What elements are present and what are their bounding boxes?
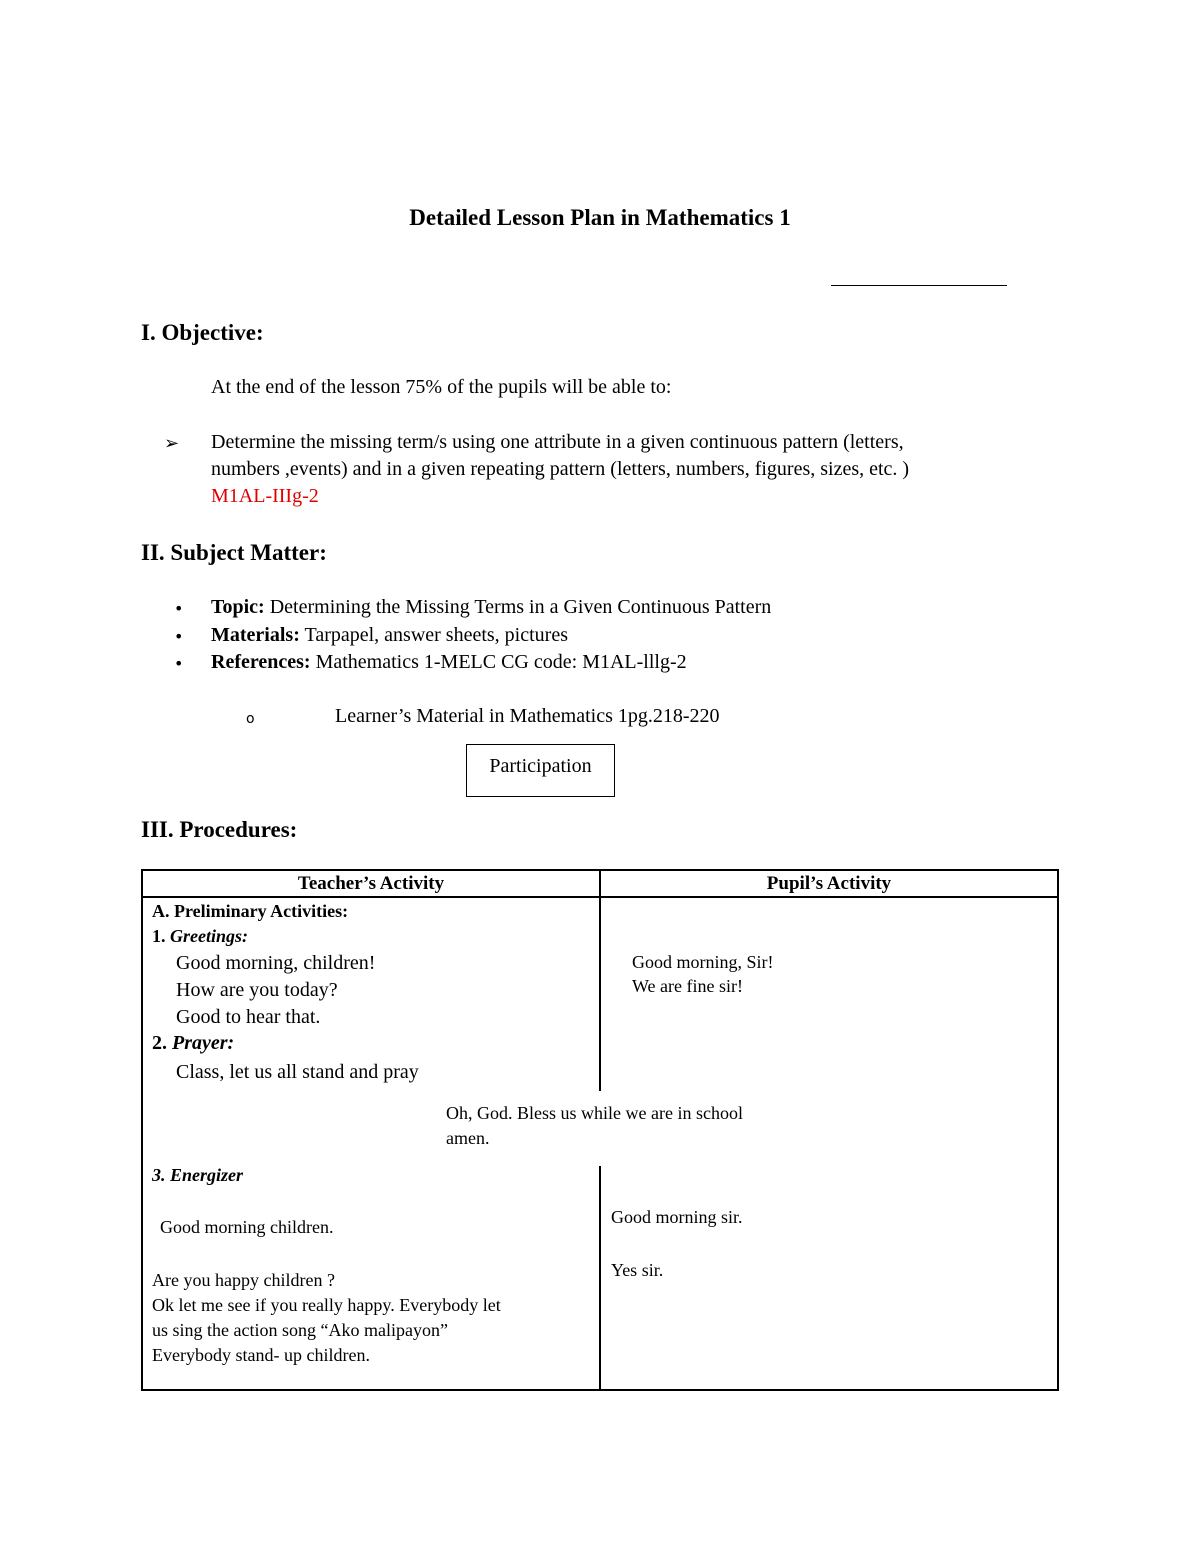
greet-line: How are you today? <box>176 979 338 1001</box>
teacher-activity-header: Teacher’s Activity <box>297 873 445 894</box>
greetings-title: Greetings: <box>170 926 248 946</box>
references-value: Mathematics 1-MELC CG code: M1AL-lllg-2 <box>315 651 687 673</box>
prayer-label <box>152 1032 234 1055</box>
topic-line <box>211 596 771 619</box>
energizer-teacher-line: Good morning children. <box>160 1217 334 1237</box>
energizer-pupil-line: Yes sir. <box>611 1260 664 1280</box>
procedures-heading: III. Procedures: <box>141 817 298 842</box>
greetings-number: 1. <box>152 926 166 946</box>
energizer-teacher-line: Ok let me see if you really happy. Everybody let <box>152 1295 501 1315</box>
materials-label: Materials: <box>211 624 300 646</box>
prayer-text-line: amen. <box>446 1128 490 1148</box>
table-column-divider <box>599 1166 601 1390</box>
prayer-title: Prayer: <box>172 1032 235 1054</box>
bullet-icon: • <box>174 599 184 618</box>
circle-bullet-icon: o <box>246 711 255 727</box>
energizer-teacher-line: Everybody stand- up children. <box>152 1345 370 1365</box>
pupil-activity-header: Pupil’s Activity <box>766 873 892 894</box>
topic-label: Topic: <box>211 596 265 618</box>
energizer-pupil-line: Good morning sir. <box>611 1207 743 1227</box>
objective-item-line2: numbers ,events) and in a given repeating pattern (letters, numbers, figures, sizes, etc. ) <box>211 458 910 480</box>
energizer-teacher-line: Are you happy children ? <box>152 1270 335 1290</box>
prayer-text-line: Oh, God. Bless us while we are in school <box>446 1103 743 1123</box>
references-label: References: <box>211 651 311 673</box>
pupil-greet-line: Good morning, Sir! <box>632 952 774 972</box>
references-line <box>211 651 687 674</box>
subject-matter-heading: II. Subject Matter: <box>141 540 327 565</box>
greetings-label <box>152 926 248 947</box>
table-border-right <box>1057 869 1059 1391</box>
prayer-line: Class, let us all stand and pray <box>176 1061 419 1083</box>
energizer-teacher-line: us sing the action song “Ako malipayon” <box>152 1320 448 1340</box>
bullet-icon: • <box>174 654 184 673</box>
objective-intro: At the end of the lesson 75% of the pupils will be able to: <box>211 376 672 398</box>
greet-line: Good morning, children! <box>176 952 376 974</box>
topic-value: Determining the Missing Terms in a Given Continuous Pattern <box>269 596 772 618</box>
prayer-number: 2. <box>152 1032 167 1054</box>
page-title: Detailed Lesson Plan in Mathematics 1 <box>409 205 791 230</box>
table-border-left <box>141 869 143 1391</box>
participation-box: Participation <box>466 744 615 797</box>
preliminary-activities-label: A. Preliminary Activities: <box>152 901 349 921</box>
signature-line <box>831 285 1007 286</box>
sub-reference: Learner’s Material in Mathematics 1pg.218-220 <box>335 705 720 727</box>
bullet-icon: • <box>174 627 184 646</box>
materials-value: Tarpapel, answer sheets, pictures <box>304 624 568 646</box>
pupil-greet-line: We are fine sir! <box>632 976 743 996</box>
energizer-label: 3. Energizer <box>152 1165 244 1185</box>
objective-code: M1AL-IIIg-2 <box>211 485 319 507</box>
arrow-bullet-icon: ➢ <box>164 433 180 454</box>
greet-line: Good to hear that. <box>176 1006 321 1028</box>
objective-heading: I. Objective: <box>141 320 264 345</box>
objective-item-line1: Determine the missing term/s using one attribute in a given continuous pattern (letters, <box>211 431 904 453</box>
materials-line <box>211 624 568 647</box>
table-column-divider <box>599 869 601 1091</box>
